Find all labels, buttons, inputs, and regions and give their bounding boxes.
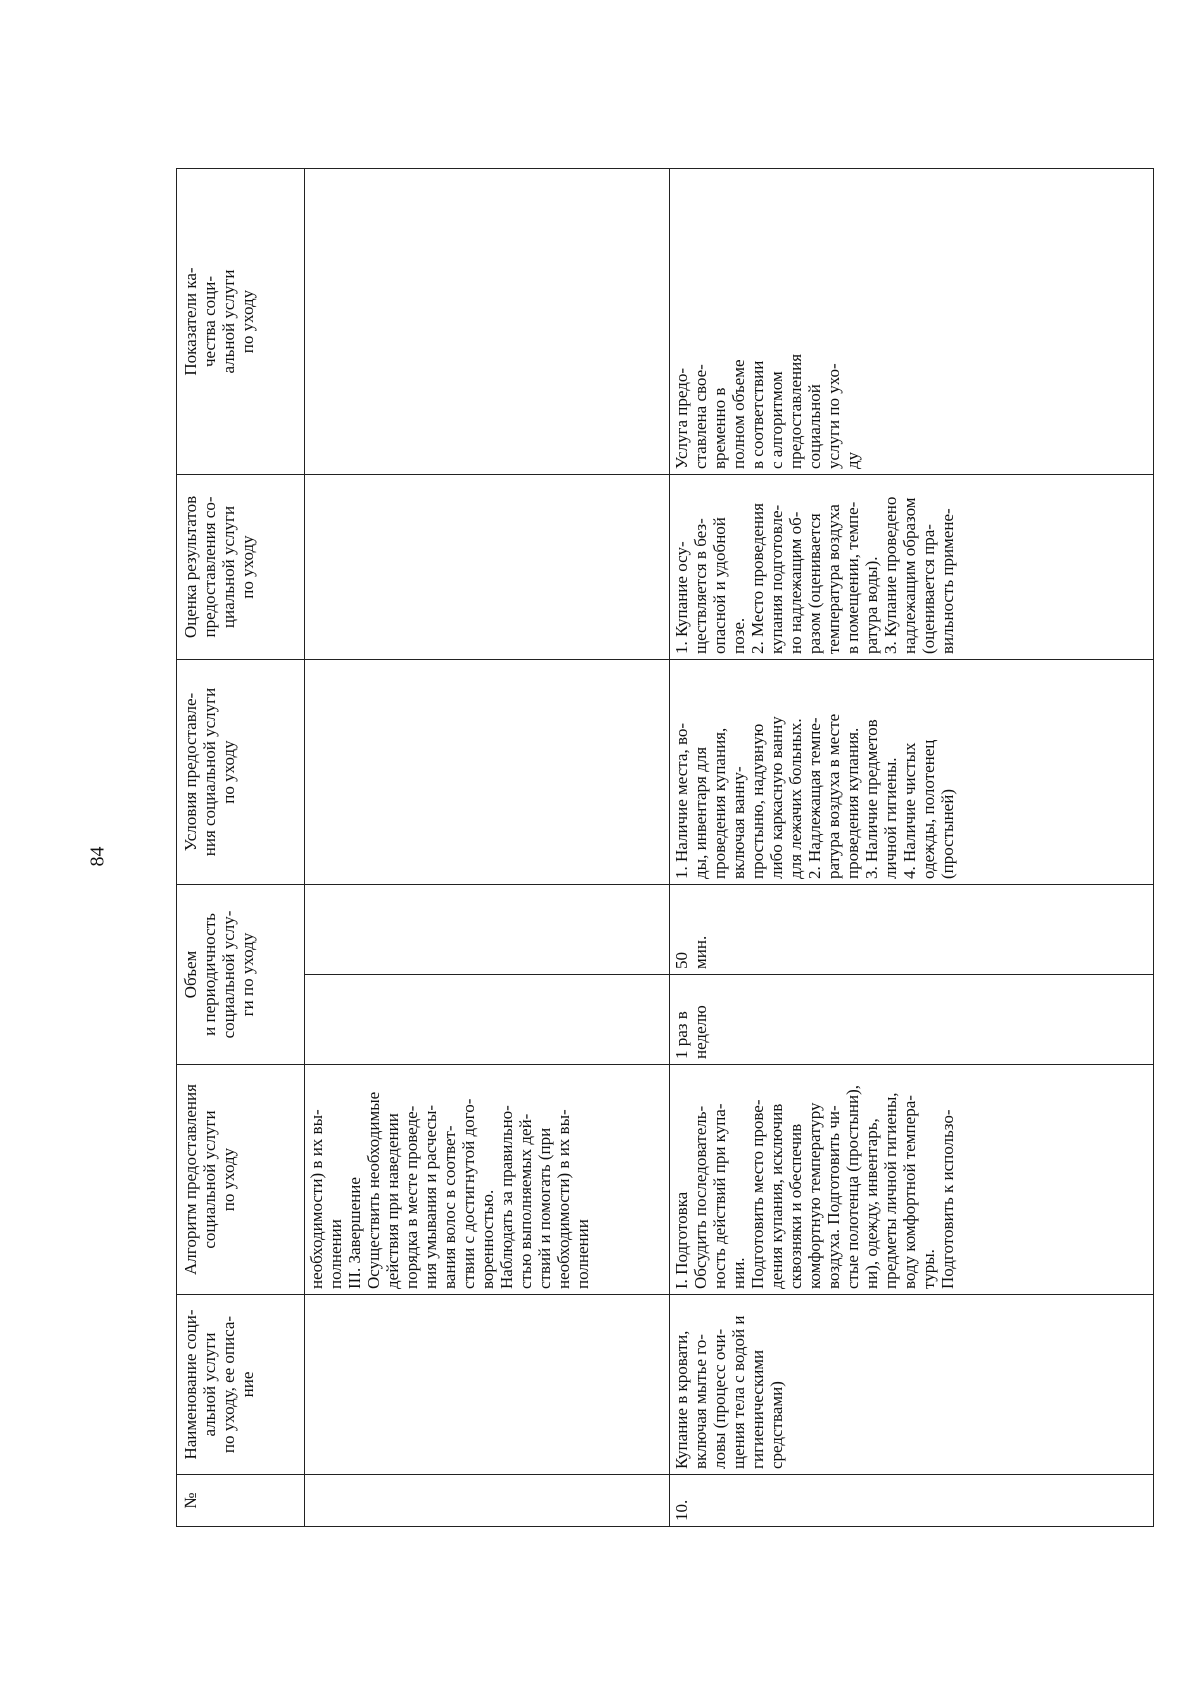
cell-evaluation bbox=[670, 475, 1154, 660]
text-line: 1. Купание осу- bbox=[672, 541, 691, 654]
text-line: необходимости) в их вы- bbox=[307, 1109, 326, 1289]
text-line: чества соци- bbox=[200, 276, 220, 367]
cell-quality bbox=[305, 169, 670, 475]
text-line: Объем bbox=[181, 950, 200, 999]
text-line: личной гигиены. bbox=[881, 757, 901, 879]
text-line: ние bbox=[238, 1371, 258, 1398]
text-line: комфортную температуру bbox=[805, 1102, 825, 1289]
header-volume bbox=[177, 885, 305, 1065]
header-conditions bbox=[177, 660, 305, 885]
text-line: температура воздуха bbox=[824, 504, 844, 654]
text-line: ществляется в без- bbox=[691, 518, 711, 654]
text-line: по уходу bbox=[219, 740, 239, 804]
table-row bbox=[670, 169, 1154, 1527]
text-line: действия при наведении bbox=[383, 1113, 403, 1289]
text-line: Наблюдать за правильно- bbox=[497, 1105, 517, 1289]
text-line: Наименование соци- bbox=[181, 1309, 200, 1460]
cell-conditions bbox=[670, 660, 1154, 885]
cell-conditions bbox=[305, 660, 670, 885]
text-line: ловы (процесс очи- bbox=[710, 1328, 730, 1469]
text-line: необходимости) в их вы- bbox=[554, 1109, 574, 1289]
text-line: стью выполняемых дей- bbox=[516, 1113, 536, 1289]
text-line: включая мытье го- bbox=[691, 1334, 711, 1469]
text-line: купания подготовле- bbox=[767, 504, 787, 654]
text-line: туры. bbox=[919, 1249, 939, 1289]
text-line: полном объеме bbox=[729, 359, 749, 469]
cell-name bbox=[670, 1295, 1154, 1475]
text-line: альной услуги bbox=[219, 269, 239, 374]
text-line: полнении bbox=[326, 1219, 346, 1289]
text-line: социальной услу- bbox=[219, 910, 239, 1039]
text-line: по уходу, ее описа- bbox=[219, 1315, 239, 1454]
text-line: предоставления со- bbox=[200, 496, 220, 638]
cell-evaluation bbox=[305, 475, 670, 660]
page-number: 84 bbox=[86, 846, 109, 867]
text-line: 3. Купание проведено bbox=[881, 496, 901, 654]
text-line: но надлежащим об- bbox=[786, 511, 806, 654]
text-line: Показатели ка- bbox=[181, 267, 200, 376]
text-line: 1 раз в bbox=[672, 1011, 691, 1059]
text-line: Обсудить последователь- bbox=[691, 1105, 711, 1289]
text-line: вильность примене- bbox=[938, 508, 958, 654]
cell-name bbox=[305, 1295, 670, 1475]
text-line: средствами) bbox=[767, 1381, 787, 1469]
text-line: Услуга предо- bbox=[672, 367, 691, 469]
text-line: ния умывания и расчесы- bbox=[421, 1104, 441, 1289]
header-row bbox=[177, 169, 305, 1527]
text-line: по уходу bbox=[219, 1147, 239, 1212]
text-line: услуги по ухо- bbox=[824, 363, 844, 469]
rotated-table-sheet bbox=[176, 169, 1154, 1527]
text-line: (оценивается пра- bbox=[919, 524, 939, 654]
text-line: Алгоритм предоставления bbox=[181, 1084, 200, 1275]
text-line: III. Завершение bbox=[345, 1177, 365, 1289]
text-line: ду bbox=[843, 451, 863, 469]
text-line: позе. bbox=[729, 617, 749, 654]
text-line: опасной и удобной bbox=[710, 517, 730, 654]
header-name bbox=[177, 1295, 305, 1475]
text-line: Подготовить к использо- bbox=[938, 1109, 958, 1289]
text-line: 50 bbox=[672, 952, 691, 969]
text-line: по уходу bbox=[238, 535, 258, 599]
text-line: простыню, надувную bbox=[748, 723, 768, 879]
text-line: ратура воздуха в месте bbox=[824, 713, 844, 879]
text-line: социальной услуги bbox=[200, 1110, 220, 1249]
text-line: мин. bbox=[691, 935, 711, 969]
header-quality bbox=[177, 169, 305, 475]
text-line: циальной услуги bbox=[219, 505, 239, 629]
text-line: воздуха. Подготовить чи- bbox=[824, 1105, 844, 1289]
services-table bbox=[176, 168, 1154, 1527]
text-line: гигиеническими bbox=[748, 1349, 768, 1469]
text-line: ни), одежду, инвентарь, bbox=[862, 1118, 882, 1289]
text-line: ги по уходу bbox=[238, 932, 258, 1017]
cell-algorithm bbox=[305, 1065, 670, 1295]
text-line: воренностью. bbox=[478, 1189, 498, 1289]
text-line: неделю bbox=[691, 1005, 711, 1059]
text-line: проведения купания. bbox=[843, 727, 863, 879]
text-line: и периодичность bbox=[200, 913, 220, 1036]
cell-quality bbox=[670, 169, 1154, 475]
text-line: стые полотенца (простыни), bbox=[843, 1085, 863, 1289]
text-line: ствий и помогать (при bbox=[535, 1127, 555, 1289]
text-line: по уходу bbox=[238, 289, 258, 354]
text-line: 4. Наличие чистых bbox=[900, 742, 920, 879]
text-line: Подготовить место прове- bbox=[748, 1099, 768, 1289]
text-line: альной услуги bbox=[200, 1332, 220, 1437]
text-line: с алгоритмом bbox=[767, 371, 787, 469]
cell-algorithm bbox=[670, 1065, 1154, 1295]
cell-frequency bbox=[670, 975, 1154, 1065]
text-line: Осуществить необходимые bbox=[364, 1091, 384, 1289]
text-line: ды, инвентаря для bbox=[691, 746, 711, 879]
text-line: в соответствии bbox=[748, 360, 768, 469]
cell-num: 10. bbox=[670, 1475, 1154, 1527]
text-line: разом (оценивается bbox=[805, 513, 825, 654]
header-algorithm bbox=[177, 1065, 305, 1295]
text-line: Купание в кровати, bbox=[672, 1330, 691, 1469]
cell-frequency bbox=[305, 975, 670, 1065]
text-line: либо каркасную ванну bbox=[767, 716, 787, 879]
text-line: ствии с достигнутой дого- bbox=[459, 1098, 479, 1289]
text-line: ставлена свое- bbox=[691, 364, 711, 469]
text-line: Оценка результатов bbox=[181, 495, 200, 639]
cell-duration bbox=[305, 885, 670, 975]
cell-num bbox=[305, 1475, 670, 1527]
text-line: дения купания, исключив bbox=[767, 1103, 787, 1289]
text-line: предоставления bbox=[786, 353, 806, 469]
text-line: одежды, полотенец bbox=[919, 739, 939, 879]
table-row bbox=[305, 169, 670, 1527]
text-line: временно в bbox=[710, 387, 730, 469]
text-line: 2. Место проведения bbox=[748, 503, 768, 654]
text-line: нии. bbox=[729, 1257, 749, 1289]
text-line: ность действий при купа- bbox=[710, 1103, 730, 1289]
text-line: проведения купания, bbox=[710, 727, 730, 879]
header-num: № bbox=[177, 1475, 305, 1527]
text-line: 3. Наличие предметов bbox=[862, 719, 882, 879]
text-line: социальной bbox=[805, 384, 825, 469]
header-evaluation bbox=[177, 475, 305, 660]
text-line: Условия предоставле- bbox=[181, 692, 200, 852]
text-line: включая ванну- bbox=[729, 766, 749, 879]
text-line: ния социальной услуги bbox=[200, 687, 220, 857]
cell-duration bbox=[670, 885, 1154, 975]
text-line: надлежащим образом bbox=[900, 497, 920, 654]
text-line: (простыней) bbox=[938, 789, 958, 879]
text-line: щения тела с водой и bbox=[729, 1315, 749, 1469]
text-line: предметы личной гигиены, bbox=[881, 1092, 901, 1289]
text-line: ратура воды). bbox=[862, 556, 882, 654]
text-line: воду комфортной темпера- bbox=[900, 1095, 920, 1289]
text-line: порядка в месте проведе- bbox=[402, 1105, 422, 1289]
text-line: вания волос в соответ- bbox=[440, 1125, 460, 1289]
text-line: в помещении, темпе- bbox=[843, 501, 863, 654]
text-line: для лежачих больных. bbox=[786, 718, 806, 879]
text-line: 2. Надлежащая темпе- bbox=[805, 717, 825, 879]
text-line: I. Подготовка bbox=[672, 1191, 691, 1289]
text-line: 1. Наличие места, во- bbox=[672, 722, 691, 879]
text-line: сквозняки и обеспечив bbox=[786, 1123, 806, 1289]
text-line: полнении bbox=[573, 1219, 593, 1289]
